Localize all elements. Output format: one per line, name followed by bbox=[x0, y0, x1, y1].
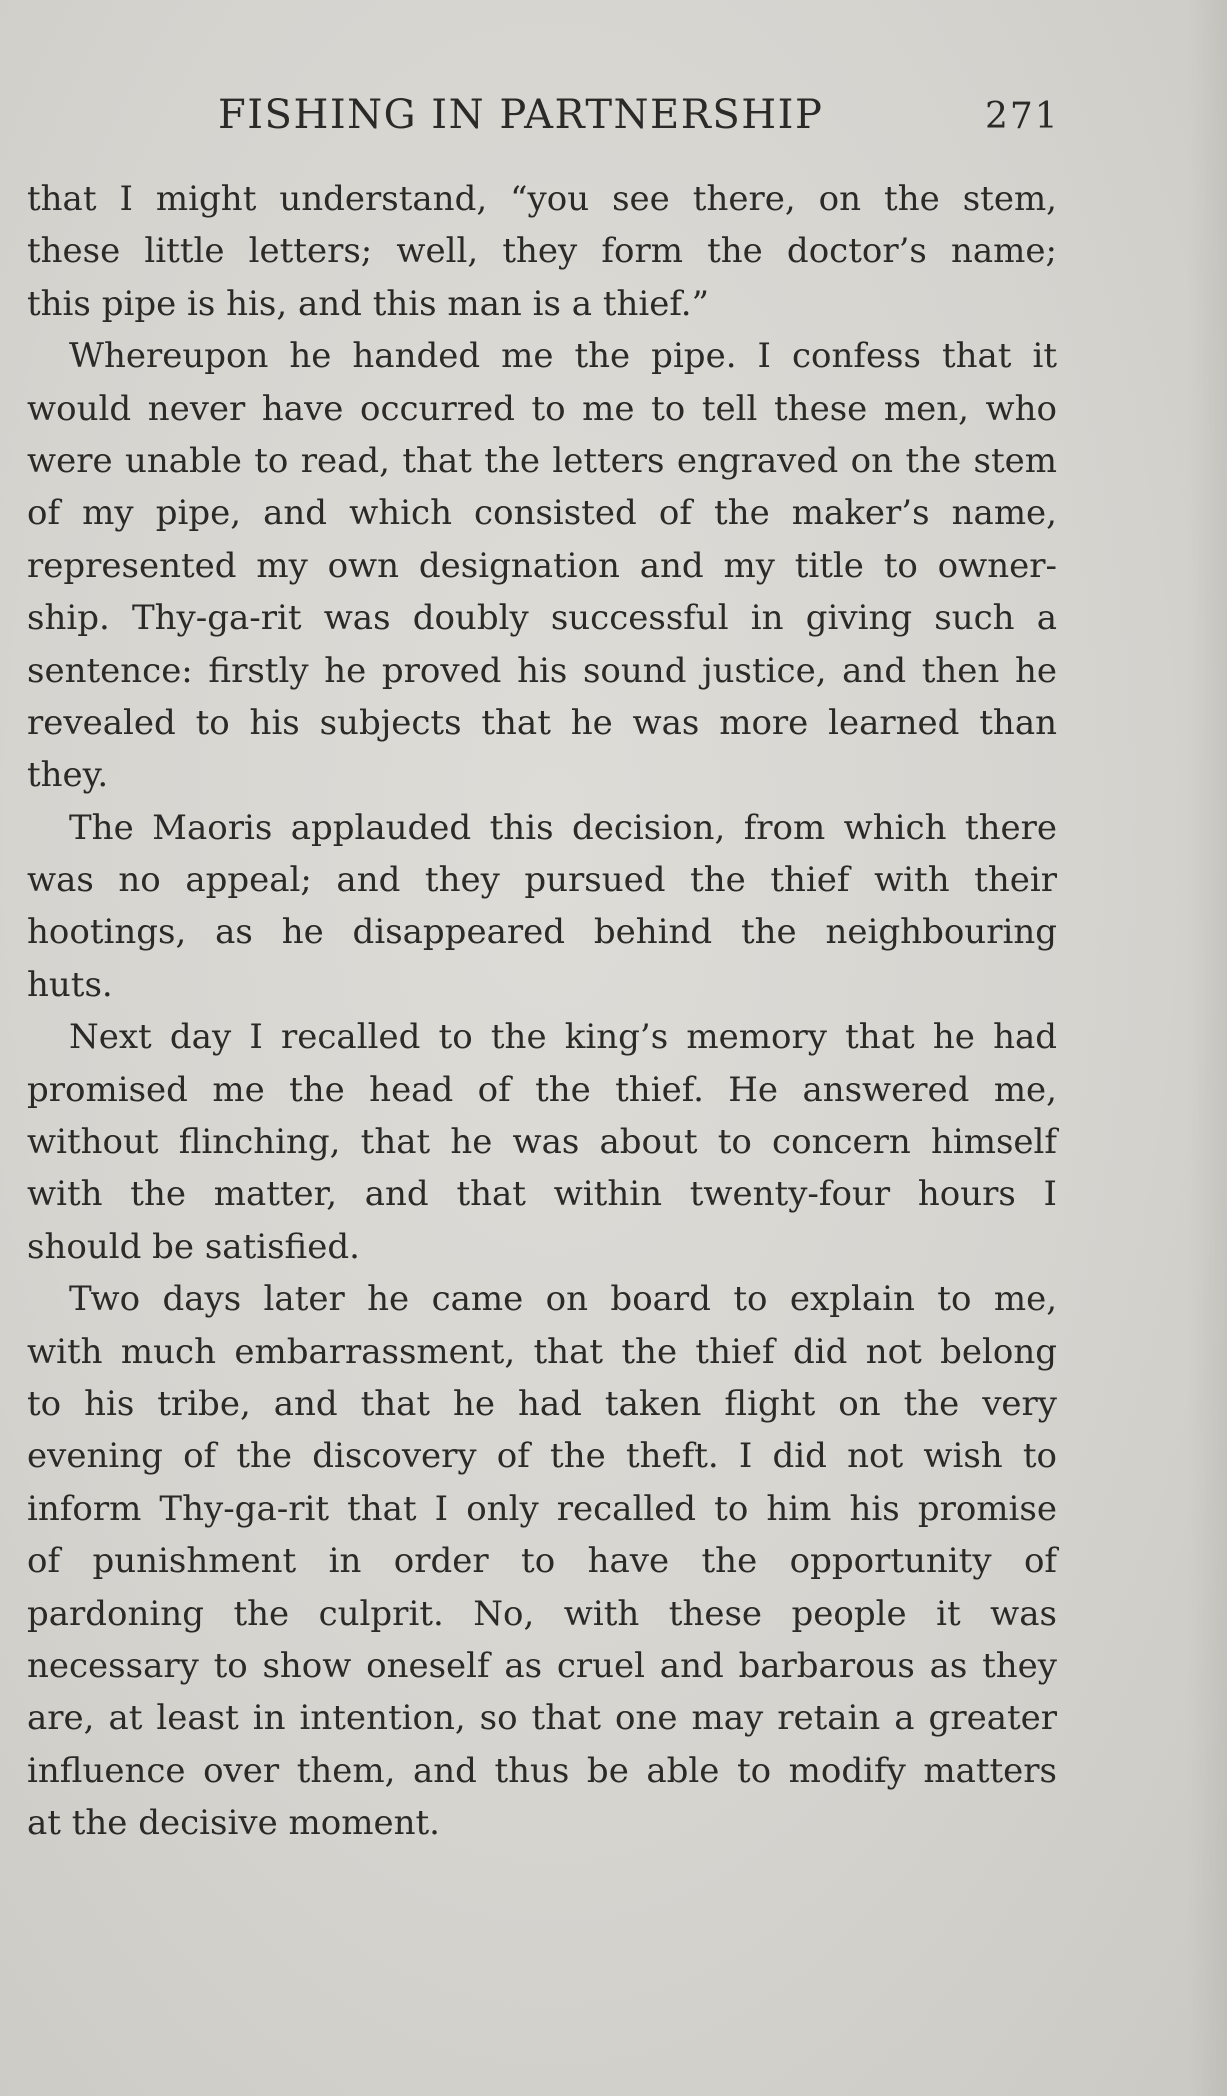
text-line: would never have occurred to me to tell these men, who bbox=[27, 388, 1057, 429]
text-line: these little letters; well, they form the doctor’s name; bbox=[27, 231, 1057, 272]
text-line: pardoning the culprit. No, with these people it was bbox=[27, 1593, 1057, 1634]
text-line: Two days later he came on board to explain to me, bbox=[69, 1279, 1057, 1320]
chapter-title: FISHING IN PARTNERSHIP bbox=[218, 92, 824, 138]
text-line: The Maoris applauded this decision, from which there bbox=[69, 807, 1057, 848]
page-edge-shadow bbox=[1187, 0, 1227, 2096]
text-line: of punishment in order to have the opportunity of bbox=[27, 1541, 1057, 1582]
body-text bbox=[27, 173, 1057, 1850]
text-line: that I might understand, “you see there, on the stem, bbox=[27, 179, 1057, 219]
text-line: revealed to his subjects that he was more learned than bbox=[27, 702, 1057, 743]
text-line: with the matter, and that within twenty-four hours I bbox=[27, 1174, 1057, 1215]
text-line: of my pipe, and which consisted of the maker’s name, bbox=[27, 493, 1057, 534]
text-line: with much embarrassment, that the thief did not belong bbox=[27, 1331, 1057, 1372]
text-line: without flinching, that he was about to concern himself bbox=[27, 1122, 1057, 1163]
text-line: should be satisfied. bbox=[27, 1226, 360, 1267]
text-line: sentence: firstly he proved his sound justice, and then he bbox=[27, 650, 1057, 691]
text-line: at the decisive moment. bbox=[27, 1803, 440, 1844]
text-line: ship. Thy-ga-rit was doubly successful in giving such a bbox=[27, 598, 1057, 639]
text-line: to his tribe, and that he had taken flight on the very bbox=[27, 1383, 1057, 1424]
text-line: were unable to read, that the letters engraved on the stem bbox=[27, 440, 1057, 481]
text-line: represented my own designation and my title to owner- bbox=[27, 545, 1057, 586]
text-line: inform Thy-ga-rit that I only recalled to him his promise bbox=[27, 1488, 1057, 1529]
text-line: was no appeal; and they pursued the thief with their bbox=[27, 860, 1057, 901]
text-line: necessary to show oneself as cruel and barbarous as they bbox=[27, 1645, 1057, 1686]
text-line: huts. bbox=[27, 964, 113, 1005]
text-line: evening of the discovery of the theft. I did not wish to bbox=[27, 1436, 1057, 1477]
text-line: Next day I recalled to the king’s memory that he had bbox=[69, 1017, 1057, 1058]
text-line: hootings, as he disappeared behind the neighbouring bbox=[27, 912, 1057, 953]
page-number: 271 bbox=[985, 96, 1060, 137]
text-line: promised me the head of the thief. He answered me, bbox=[27, 1069, 1057, 1110]
text-line: influence over them, and thus be able to modify matters bbox=[27, 1750, 1057, 1791]
text-line: this pipe is his, and this man is a thief.” bbox=[27, 283, 709, 324]
text-line: are, at least in intention, so that one may retain a greater bbox=[27, 1698, 1057, 1739]
text-line: they. bbox=[27, 755, 109, 796]
text-line: Whereupon he handed me the pipe. I confess that it bbox=[69, 336, 1057, 377]
running-head bbox=[0, 85, 1227, 145]
